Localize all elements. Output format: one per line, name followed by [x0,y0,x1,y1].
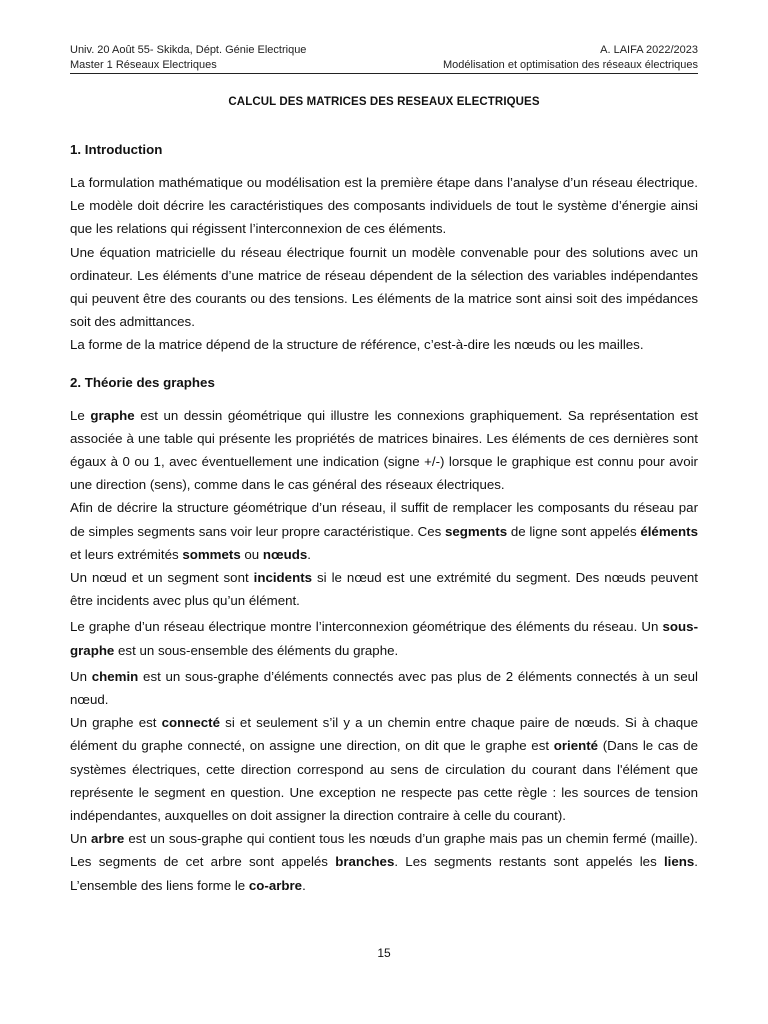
term-oriente: orienté [553,738,599,754]
paragraph: Une équation matricielle du réseau électrique fournit un modèle convenable pour des solutions avec un ordinateur. Les éléments d’une matrice de réseau dépendent de la sélection des variables indépendantes qui peuvent être des courants ou des tensions. Les éléments de la matrice sont ainsi soit des impédances soit des admittances. [70,244,698,330]
paragraph: La forme de la matrice dépend de la structure de référence, c’est-à-dire les nœuds ou les mailles. [70,337,644,353]
paragraph: Un arbre est un sous-graphe qui contient tous les nœuds d’un graphe mais pas un chemin fermé (maille). Les segments de cet arbre sont appelés branches. Les segments restants sont appelés les liens. L’ensemble des liens forme le co-arbre. [70,831,698,893]
paragraph: Afin de décrire la structure géométrique d’un réseau, il suffit de remplacer les composants du réseau par de simples segments sans voir leur propre caractéristique. Ces segments de ligne sont appelés éléments et leurs extrémités sommets ou nœuds. [70,500,698,562]
paragraph: Le graphe d’un réseau électrique montre l’interconnexion géométrique des éléments du réseau. Un sous-graphe est un sous-ensemble des éléments du graphe. [70,619,698,658]
header-program: Master 1 Réseaux Electriques [70,59,217,71]
term-sous-graphe: sous-graphe [70,619,698,658]
section-heading-introduction: 1. Introduction [70,142,163,157]
term-chemin: chemin [91,668,139,684]
header-institution: Univ. 20 Août 55- Skikda, Dépt. Génie Electrique [70,44,307,56]
term-noeuds: nœuds [262,546,308,562]
term-connecte: connecté [161,715,221,731]
term-incidents: incidents [253,570,313,586]
document-body [70,138,698,897]
running-header-bottom [70,58,698,74]
term-elements: éléments [640,523,698,539]
term-sommets: sommets [182,546,241,562]
term-liens: liens [663,854,695,870]
paragraph: La formulation mathématique ou modélisation est la première étape dans l’analyse d’un réseau électrique. Le modèle doit décrire les caractéristiques des composants individuels de tout le système d’énergie ainsi que les relations qui régissent l’interconnexion de ces éléments. [70,175,698,237]
term-arbre: arbre [91,831,125,847]
paragraph: Un nœud et un segment sont incidents si le nœud est une extrémité du segment. Des nœuds peuvent être incidents avec plus qu’un élément. [70,570,698,609]
header-course: Modélisation et optimisation des réseaux électriques [443,59,698,71]
term-co-arbre: co-arbre [248,877,303,893]
page-number: 15 [377,946,391,960]
term-graphe: graphe [90,407,135,423]
term-branches: branches [335,854,395,870]
header-author-year: A. LAIFA 2022/2023 [600,44,698,56]
running-header-top [70,43,698,57]
paragraph: Un graphe est connecté si et seulement s’il y a un chemin entre chaque paire de nœuds. Si à chaque élément du graphe connecté, on assigne une direction, on dit que le graphe est orienté (Dans le cas de systèmes électriques, cette direction correspond au sens de circulation du courant dans l'élément que représente le segment en question. Une exception ne respecte pas cette règle : les sources de tension indépendantes, auxquelles on doit assigner la direction contraire à celle du courant). [70,715,698,824]
section-heading-graph-theory: 2. Théorie des graphes [70,374,215,390]
page-title: CALCUL DES MATRICES DES RESEAUX ELECTRIQUES [228,96,540,108]
term-segments: segments [445,523,508,539]
paragraph: Un chemin est un sous-graphe d’éléments connectés avec pas plus de 2 éléments connectés à un seul nœud. [70,668,699,708]
paragraph: Le graphe est un dessin géométrique qui illustre les connexions graphiquement. Sa représentation est associée à une table qui présente les propriétés de matrices binaires. Les éléments de ces dernières sont égaux à 0 ou 1, avec éventuellement une indication (signe +/-) lorsque le graphique est connu pour avoir une direction (sens), comme dans le cas général des réseaux électriques. [70,407,698,493]
